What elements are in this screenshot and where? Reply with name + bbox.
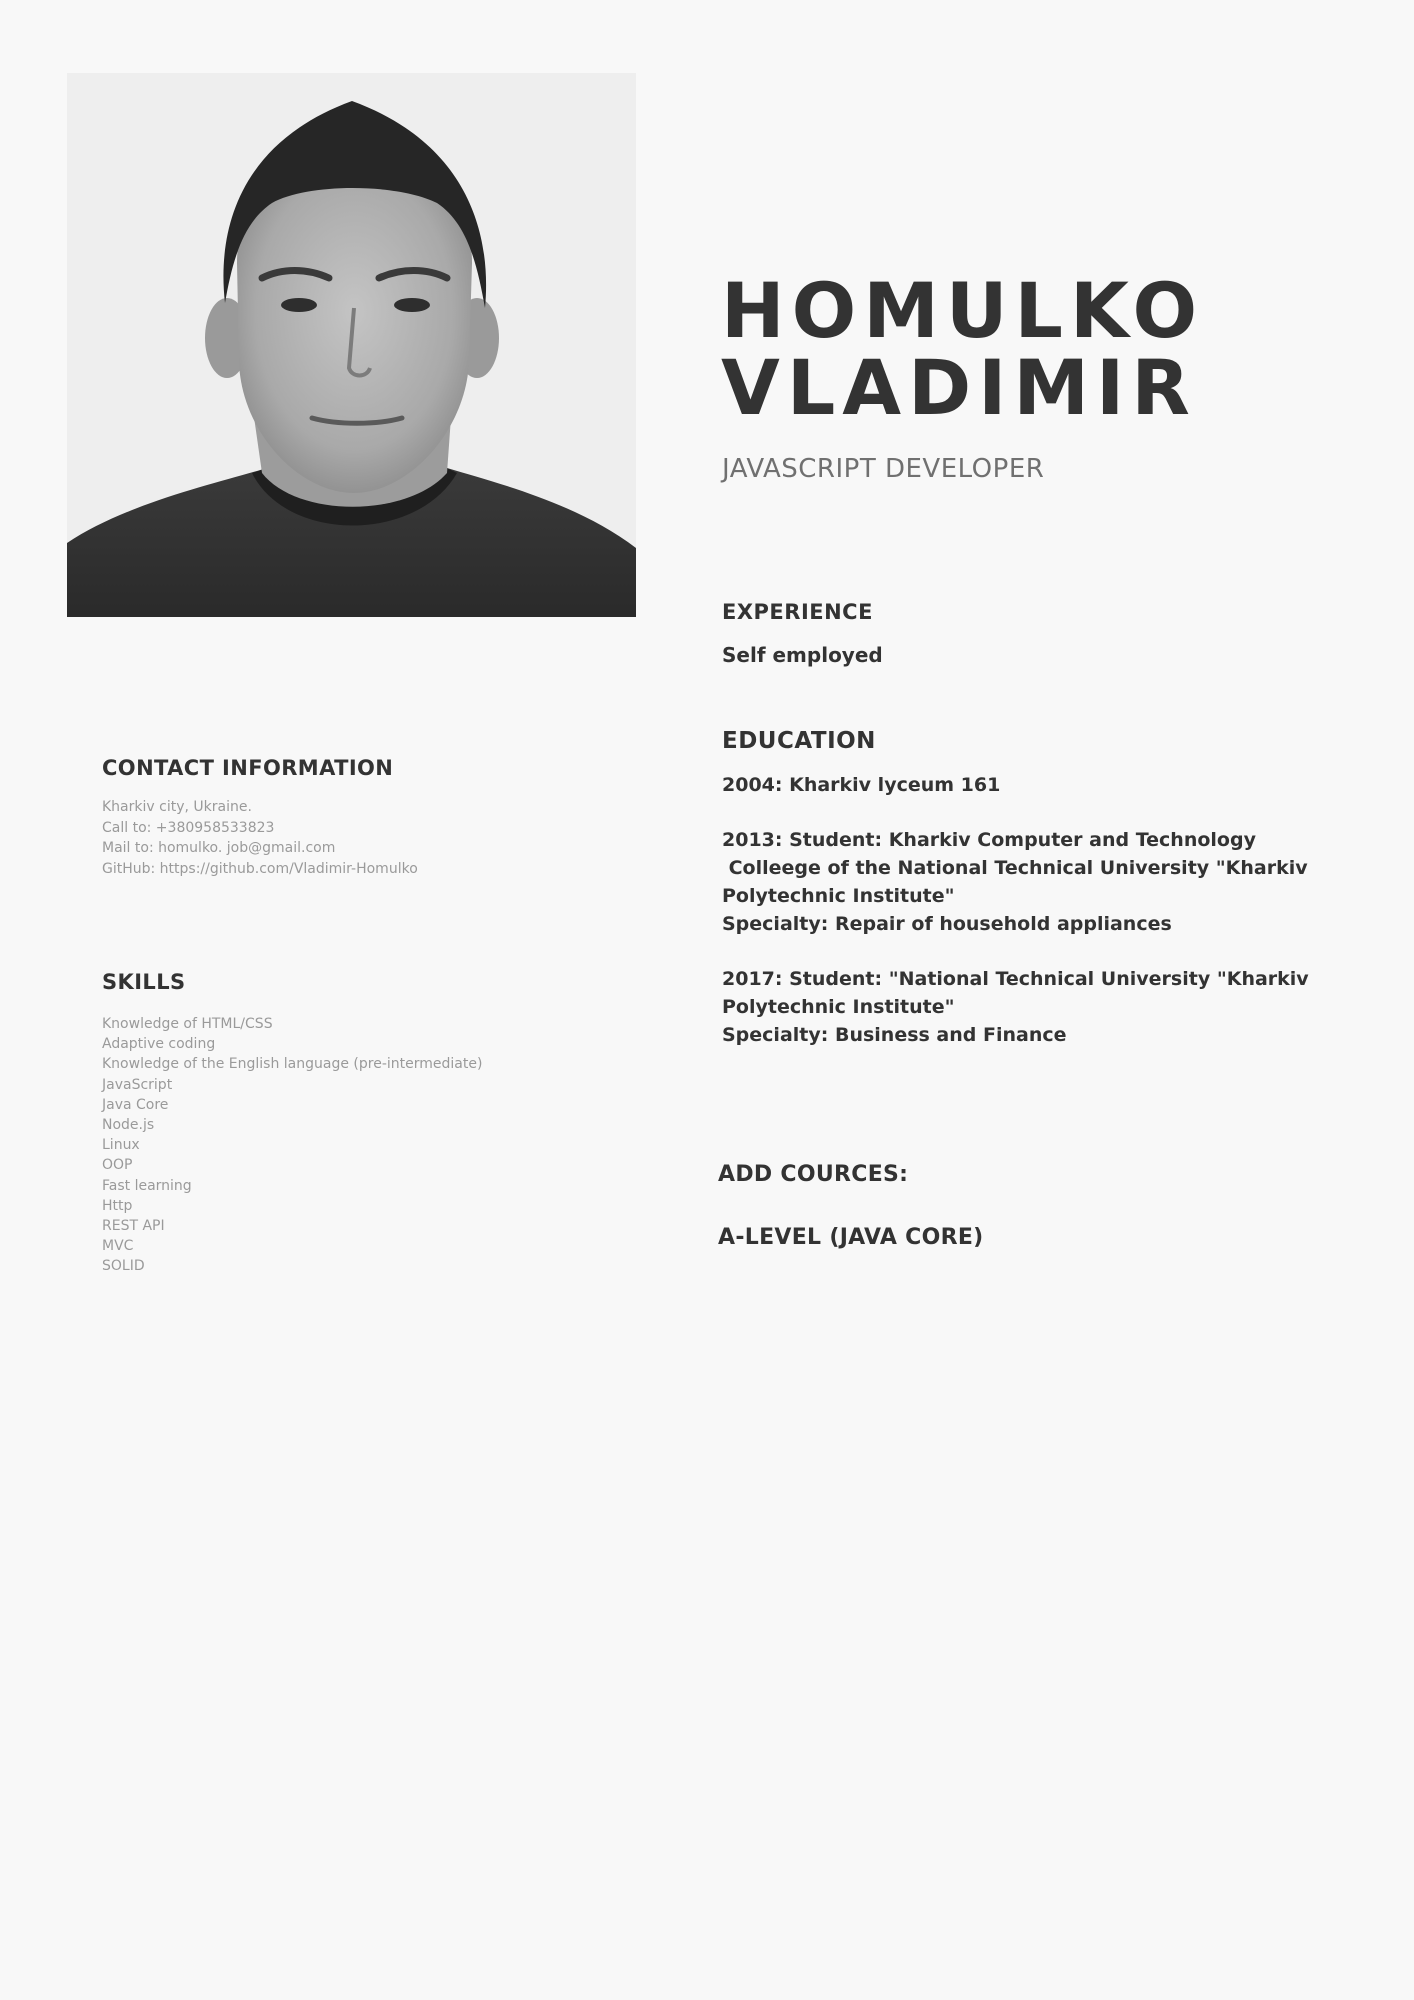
experience-heading: EXPERIENCE [722, 600, 873, 624]
course-item: A-LEVEL (JAVA CORE) [718, 1225, 984, 1250]
education-line: Polytechnic Institute" [722, 885, 955, 907]
skills-heading: SKILLS [102, 970, 186, 994]
education-list [722, 771, 1362, 1076]
education-line: Polytechnic Institute" [722, 996, 955, 1018]
courses-heading: ADD COURCES: [718, 1162, 909, 1187]
education-entry-2013 [722, 826, 1362, 938]
contact-address: Kharkiv city, Ukraine. [102, 799, 252, 815]
skill-item: Knowledge of HTML/CSS [102, 1016, 273, 1032]
contact-list [102, 797, 418, 879]
last-name: HOMULKO [721, 266, 1205, 355]
profile-photo [67, 73, 636, 617]
education-line: 2013: Student: Kharkiv Computer and Technology [722, 829, 1256, 851]
contact-heading: CONTACT INFORMATION [102, 756, 394, 780]
skill-item: SOLID [102, 1258, 145, 1275]
education-line: Specialty: Repair of household appliances [722, 913, 1172, 935]
education-line: Colleege of the National Technical University "Kharkiv [722, 857, 1308, 879]
skills-list [102, 1014, 482, 1277]
contact-email: Mail to: homulko. job@gmail.com [102, 840, 336, 856]
education-entry-2004 [722, 771, 1362, 799]
full-name [721, 266, 1205, 432]
education-line: Specialty: Business and Finance [722, 1024, 1067, 1046]
skill-item: Java Core [102, 1096, 169, 1113]
skill-item: OOP [102, 1157, 133, 1174]
skill-item: Knowledge of the English language (pre-intermediate) [102, 1056, 483, 1073]
experience-item: Self employed [722, 643, 883, 667]
portrait-illustration [67, 73, 636, 617]
job-title: JAVASCRIPT DEVELOPER [722, 454, 1045, 484]
education-line: 2004: Kharkiv lyceum 161 [722, 774, 1001, 796]
education-entry-2017 [722, 965, 1362, 1049]
education-line: 2017: Student: "National Technical University "Kharkiv [722, 968, 1309, 990]
skill-item: JavaScript [102, 1076, 173, 1093]
skill-item: Adaptive coding [102, 1036, 216, 1053]
skill-item: Node.js [102, 1117, 155, 1134]
skill-item: Linux [102, 1137, 140, 1154]
contact-github: GitHub: https://github.com/Vladimir-Homulko [102, 860, 418, 877]
skill-item: Fast learning [102, 1177, 192, 1194]
education-heading: EDUCATION [722, 728, 876, 754]
skill-item: REST API [102, 1218, 165, 1235]
skill-item: MVC [102, 1238, 134, 1255]
contact-phone: Call to: +380958533823 [102, 819, 275, 836]
skill-item: Http [102, 1197, 133, 1214]
first-name: VLADIMIR [721, 343, 1197, 432]
